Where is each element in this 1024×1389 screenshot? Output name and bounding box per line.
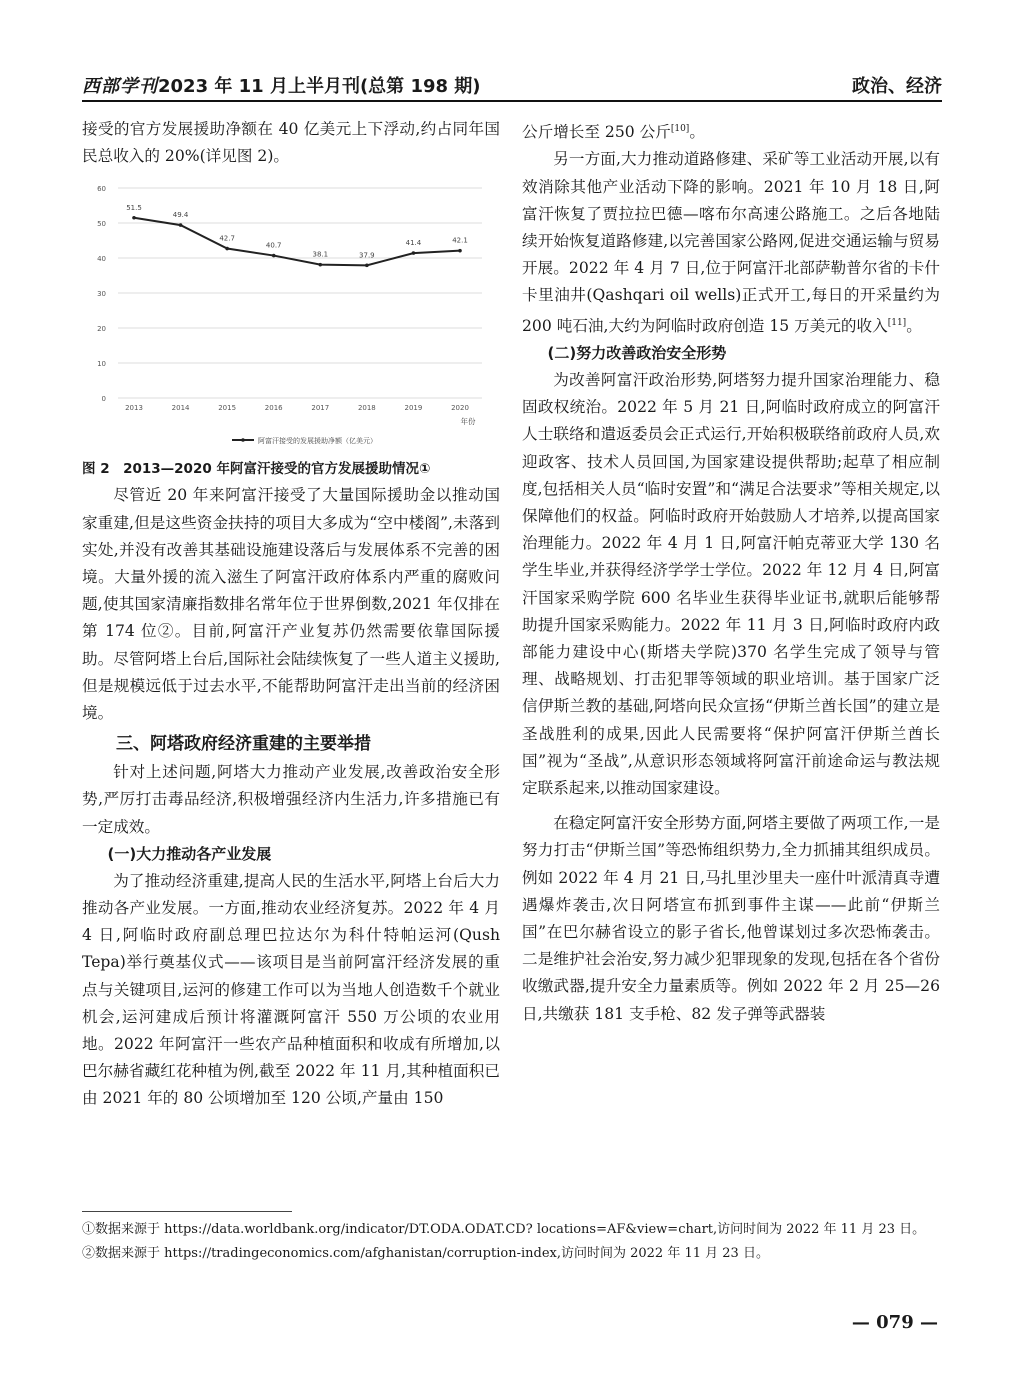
data-label: 38.1 bbox=[312, 251, 329, 260]
paragraph: 尽管近 20 年来阿富汗接受了大量国际援助金以推动国家重建,但是这些资金扶持的项目大多成为“空中楼阁”,未落到实处,并没有改善其基础设施建设落后与发展体系不完善的困境。大量外援的流入滋生了阿富汗政府体系内严重的腐败问题,使其国家清廉指数排名常年位于世界倒数,2021 年仅排在第 174 位②。目前,阿富汗产业复苏仍然需要依靠国际援助。尽管阿塔上台后,国际社会陆续恢复了一些人道主义援助,但是规模远低于过去水平,不能帮助阿富汗走出当前的经济困境。 bbox=[82, 486, 500, 723]
data-label: 40.7 bbox=[265, 241, 282, 250]
legend-label: 阿富汗接受的发展援助净额（亿美元） bbox=[258, 437, 377, 446]
footnotes bbox=[82, 1218, 942, 1266]
right-column bbox=[522, 116, 940, 1028]
footnote-2: ②数据来源于 https://tradingeconomics.com/afghanistan/corruption-index,访问时间为 2022 年 11 月 23 日。 bbox=[82, 1246, 769, 1261]
x-tick-label: 2014 bbox=[171, 404, 190, 413]
section-label: 政治、经济 bbox=[852, 76, 942, 97]
page-number: — 079 — bbox=[851, 1312, 938, 1333]
chart-svg bbox=[82, 176, 500, 456]
data-point bbox=[225, 247, 229, 251]
x-tick-label: 2015 bbox=[218, 404, 237, 413]
paragraph bbox=[522, 116, 940, 146]
citation-ref: [11] bbox=[887, 317, 907, 328]
data-label: 41.4 bbox=[405, 239, 422, 248]
y-tick-label: 10 bbox=[97, 360, 106, 369]
oda-line-chart bbox=[82, 176, 500, 456]
data-point bbox=[179, 224, 183, 228]
data-point bbox=[458, 249, 462, 253]
x-tick-label: 2019 bbox=[404, 404, 423, 413]
subsection-heading: (二)努力改善政治安全形势 bbox=[547, 344, 727, 362]
data-point bbox=[365, 264, 369, 268]
figure-caption: 图 2 2013—2020 年阿富汗接受的官方发展援助情况① bbox=[82, 461, 431, 478]
journal-issue bbox=[82, 72, 481, 98]
data-point bbox=[412, 252, 416, 256]
y-tick-label: 30 bbox=[97, 290, 106, 299]
data-point bbox=[318, 263, 322, 267]
footnote-divider bbox=[82, 1211, 292, 1212]
paragraph bbox=[522, 146, 940, 340]
left-column bbox=[82, 116, 500, 1113]
data-label: 42.7 bbox=[219, 234, 235, 243]
x-tick-label: 2016 bbox=[264, 404, 283, 413]
x-axis-label: 年份 bbox=[460, 417, 476, 427]
issue-label: 2023 年 11 月上半月刊(总第 198 期) bbox=[158, 76, 481, 97]
page-header bbox=[82, 72, 942, 102]
subsection-heading: (一)大力推动各产业发展 bbox=[107, 844, 272, 863]
legend-marker bbox=[241, 439, 245, 443]
data-label: 49.4 bbox=[172, 211, 189, 220]
paragraph: 在稳定阿富汗安全形势方面,阿塔主要做了两项工作,一是努力打击“伊斯兰国”等恐怖组织势力,全力抓捕其组织成员。例如 2022 年 4 月 21 日,马扎里沙里夫一座什叶派清真寺遭遇爆炸袭击,次日阿塔宣布抓到事件主谋——此前“伊斯兰国”在巴尔赫省设立的影子省长,他曾谋划过多次恐怖袭击。二是维护社会治安,努力减少犯罪现象的发现,包括在各个省份收缴武器,提升安全力量素质等。例如 2022 年 2 月 25—26 日,共缴获 181 支手枪、82 发子弹等武器装 bbox=[522, 814, 940, 1023]
paragraph: 接受的官方发展援助净额在 40 亿美元上下浮动,约占同年国民总收入的 20%(详见图 2)。 bbox=[82, 120, 500, 166]
paragraph: 为了推动经济重建,提高人民的生活水平,阿塔上台后大力推动各产业发展。一方面,推动农业经济复苏。2022 年 4 月 4 日,阿临时政府副总理巴拉达尔为科什特帕运河(Qush Tepa)举行奠基仪式——该项目是当前阿富汗经济发展的重点与关键项目,运河的修建工作可以为当地人创造数千个就业机会,运河建成后预计将灌溉阿富汗 550 万公顷的农业用地。2022 年阿富汗一些农产品种植面积和收成有所增加,以巴尔赫省藏红花种植为例,截至 2022 年 11 月,其种植面积已由 2021 年的 80 公顷增加至 120 公顷,产量由 150 bbox=[82, 871, 500, 1108]
paragraph: 为改善阿富汗政治形势,阿塔努力提升国家治理能力、稳固政权统治。2022 年 5 月 21 日,阿临时政府成立的阿富汗人士联络和遣返委员会正式运行,开始积极联络前政府人员,欢迎政客、技术人员回国,为国家建设提供帮助;起草了相应制度,包括相关人员“临时安置”和“满足合法要求”等相关规定,以保障他们的权益。阿临时政府开始鼓励人才培养,以提高国家治理能力。2022 年 4 月 1 日,阿富汗帕克蒂亚大学 130 名学生毕业,并获得经济学学士学位。2022 年 12 月 4 日,阿富汗国家采购学院 600 名毕业生获得毕业证书,就职后能够帮助提升国家采购能力。2022 年 11 月 3 日,阿临时政府内政部能力建设中心(斯塔夫学院)370 名学生完成了领导与管理、战略规划、打击犯罪等领域的职业培训。基于国家广泛信伊斯兰教的基础,阿塔向民众宣扬“伊斯兰酋长国”的建立是圣战胜利的成果,因此人民需要将“保护阿富汗伊斯兰酋长国”视为“圣战”,从意识形态领域将阿富汗前途命运与教法规定联系起来,以推动国家建设。 bbox=[522, 371, 940, 798]
x-tick-label: 2013 bbox=[125, 404, 143, 413]
data-point bbox=[272, 254, 276, 258]
paragraph-text: 公斤增长至 250 公斤 bbox=[522, 123, 671, 142]
section-heading: 三、阿塔政府经济重建的主要举措 bbox=[116, 734, 371, 755]
y-tick-label: 20 bbox=[97, 325, 106, 334]
citation-ref: [10] bbox=[670, 124, 690, 134]
data-point bbox=[132, 216, 136, 220]
y-tick-label: 50 bbox=[97, 220, 106, 229]
y-tick-label: 60 bbox=[97, 185, 106, 194]
journal-logo: 西部学刊 bbox=[82, 76, 158, 97]
x-tick-label: 2018 bbox=[357, 404, 376, 413]
paragraph-end: 。 bbox=[906, 316, 922, 335]
y-tick-label: 40 bbox=[97, 255, 106, 264]
x-tick-label: 2020 bbox=[451, 404, 469, 413]
data-label: 42.1 bbox=[452, 237, 468, 246]
paragraph-end: 。 bbox=[689, 123, 705, 142]
y-tick-label: 0 bbox=[101, 395, 106, 404]
footnote-1: ①数据来源于 https://data.worldbank.org/indicator/DT.ODA.ODAT.CD? locations=AF&view=chart,访问时间为 2022 年 11 月 23 日。 bbox=[82, 1222, 926, 1237]
paragraph-text: 另一方面,大力推动道路修建、采矿等工业活动开展,以有效消除其他产业活动下降的影响。2021 年 10 月 18 日,阿富汗恢复了贾拉拉巴德—喀布尔高速公路施工。之后各地陆续开始恢复道路修建,以完善国家公路网,促进交通运输与贸易开展。2022 年 4 月 7 日,位于阿富汗北部萨勒普尔省的卡什卡里油井(Qashqari oil wells)正式开工,每日的开采量约为 200 吨石油,大约为阿临时政府创造 15 万美元的收入 bbox=[522, 150, 940, 335]
x-tick-label: 2017 bbox=[311, 404, 330, 413]
data-label: 51.5 bbox=[126, 204, 142, 213]
data-label: 37.9 bbox=[359, 251, 375, 260]
paragraph: 针对上述问题,阿塔大力推动产业发展,改善政治安全形势,严厉打击毒品经济,积极增强经济内生活力,许多措施已有一定成效。 bbox=[82, 763, 500, 836]
